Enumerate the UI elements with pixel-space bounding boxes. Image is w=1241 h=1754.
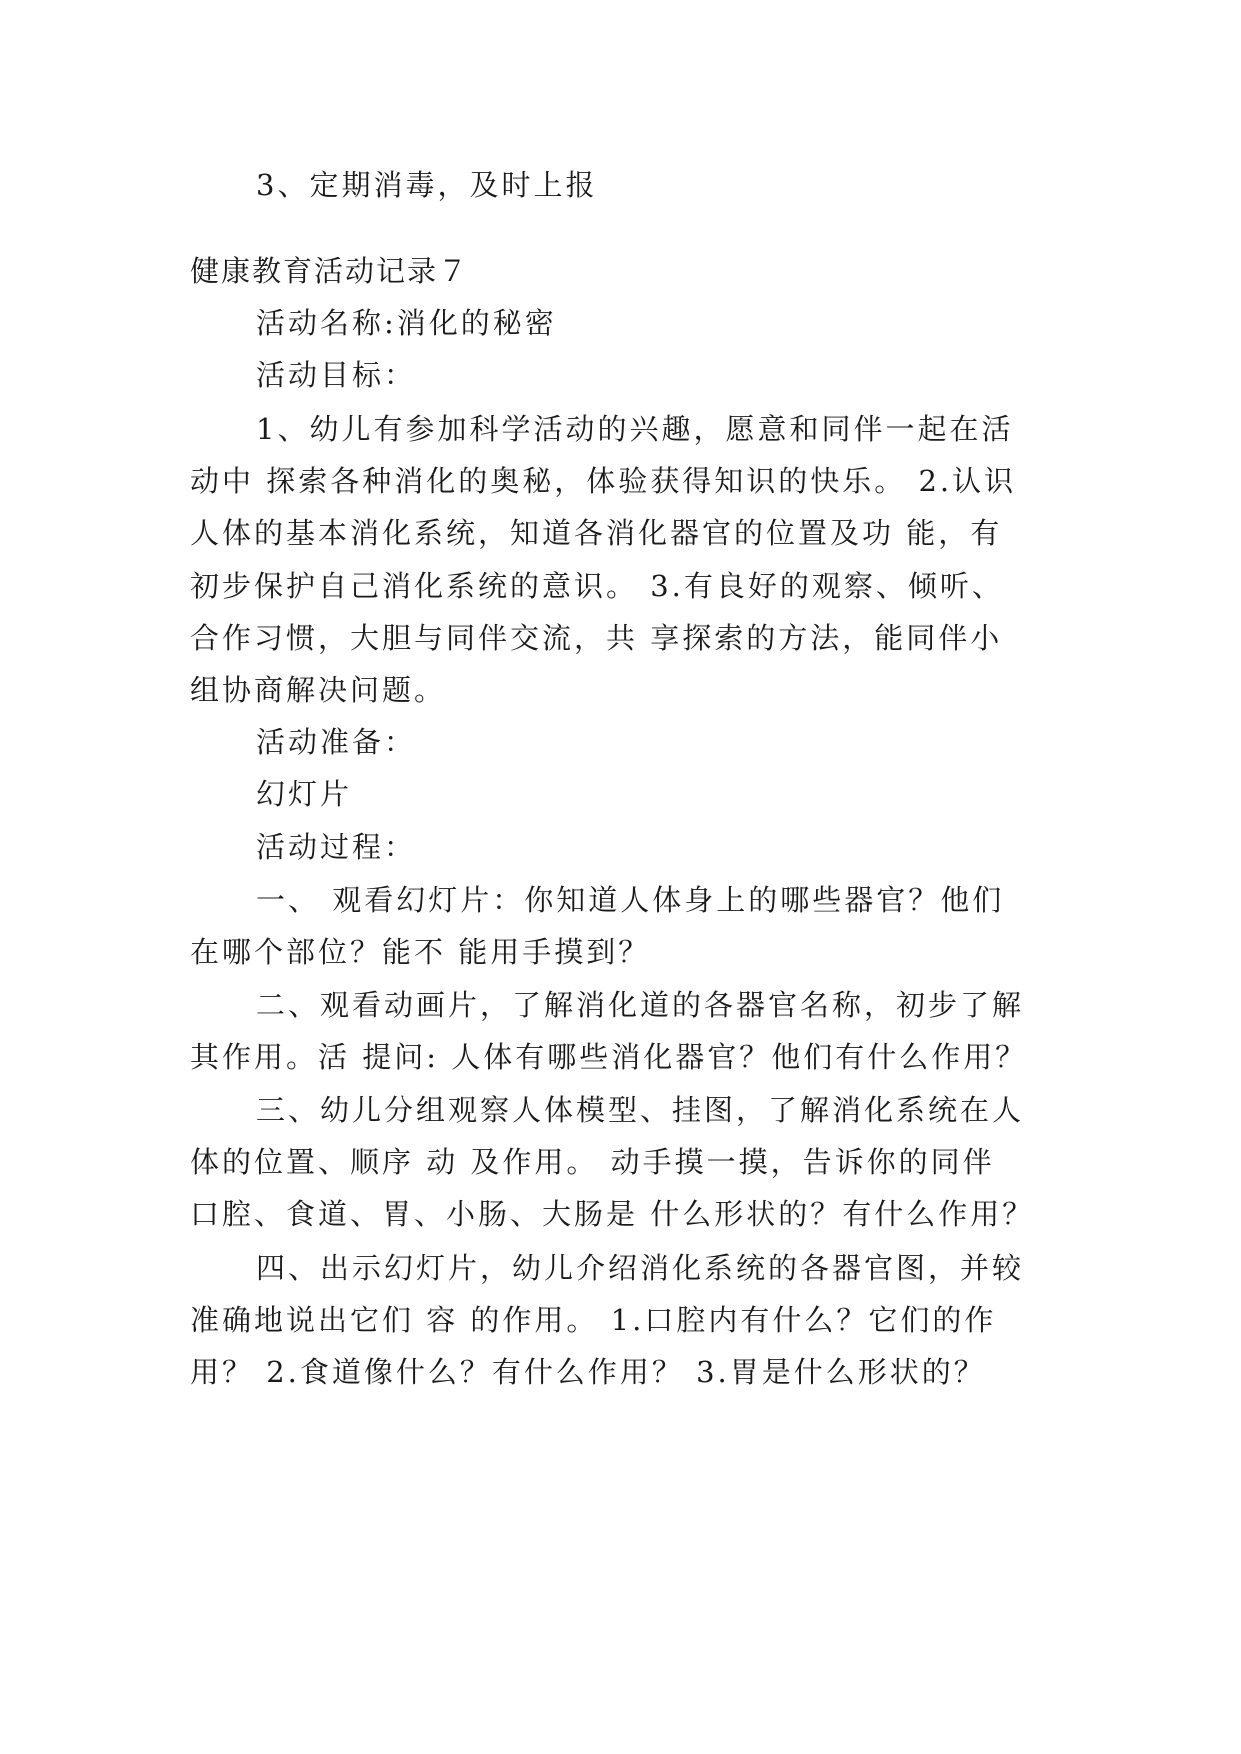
section-title: 健康教育活动记录７: [190, 254, 470, 288]
objectives-line: 合作习惯，大胆与同伴交流，共 享探索的方法，能同伴小: [190, 621, 1003, 655]
step-line: 用？ 2.食道像什么？有什么作用？ 3.胃是什么形状的？: [190, 1355, 986, 1389]
objectives-label: 活动目标：: [256, 358, 417, 392]
preparation-label: 活动准备：: [256, 725, 417, 759]
step-line: 三、幼儿分组观察人体模型、挂图，了解消化系统在人: [256, 1093, 1025, 1127]
step-line: 四、出示幻灯片，幼儿介绍消化系统的各器官图，并较: [256, 1251, 1025, 1285]
preparation-item: 幻灯片: [256, 777, 353, 811]
step-line: 口腔、食道、胃、小肠、大肠是 什么形状的？有什么作用？: [190, 1197, 1035, 1231]
activity-name: 活动名称:消化的秘密: [256, 306, 557, 340]
objectives-line: 初步保护自己消化系统的意识。 3.有良好的观察、倾听、: [190, 569, 1004, 603]
step-line: 二、观看动画片，了解消化道的各器官名称，初步了解: [256, 988, 1025, 1022]
step-line: 一、 观看幻灯片：你知道人体身上的哪些器官？他们: [256, 883, 1005, 917]
objectives-line: 组协商解决问题。: [190, 673, 447, 707]
step-line: 其作用。活 提问: 人体有哪些消化器官？他们有什么作用？: [190, 1040, 1028, 1074]
step-line: 准确地说出它们 容 的作用。 1.口腔内有什么？它们的作: [190, 1303, 997, 1337]
previous-item-text: 3、定期消毒，及时上报: [256, 168, 598, 202]
process-label: 活动过程：: [256, 830, 417, 864]
objectives-line: 动中 探索各种消化的奥秘，体验获得知识的快乐。 2.认识: [190, 464, 1017, 498]
objectives-line: 1、幼儿有参加科学活动的兴趣，愿意和同伴一起在活: [256, 412, 1014, 446]
step-line: 在哪个部位？能不 能用手摸到？: [190, 935, 651, 969]
objectives-line: 人体的基本消化系统，知道各消化器官的位置及功 能，有: [190, 516, 1003, 550]
step-line: 体的位置、顺序 动 及作用。 动手摸一摸，告诉你的同伴: [190, 1145, 995, 1179]
